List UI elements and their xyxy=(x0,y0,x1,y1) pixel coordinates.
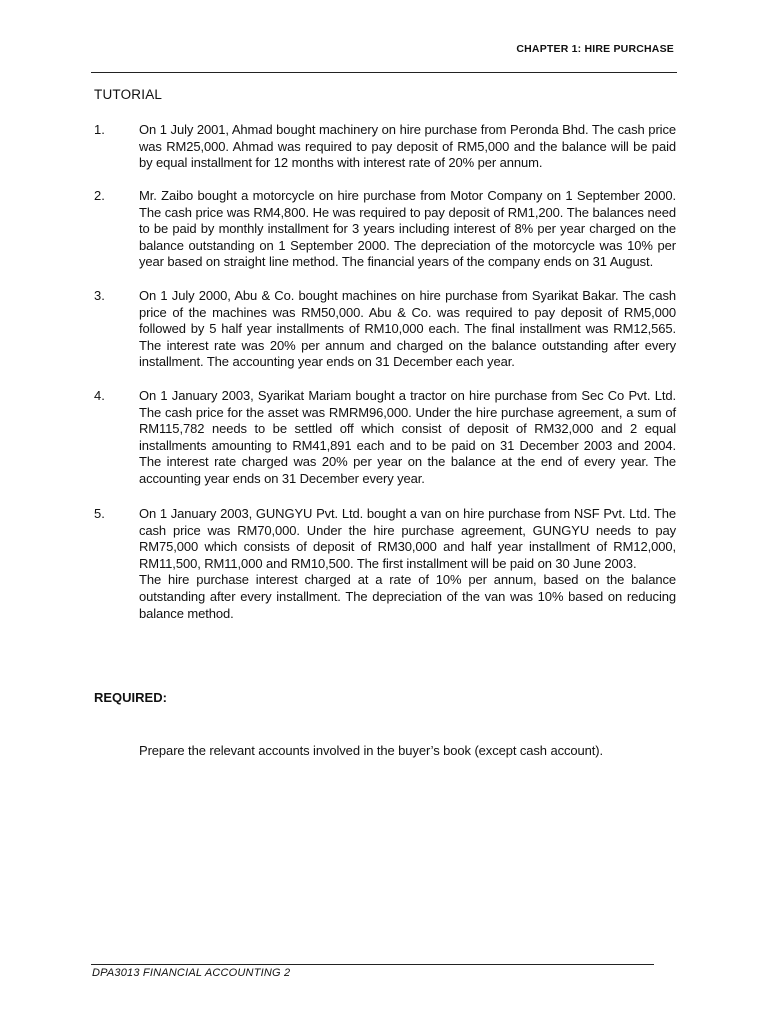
question-number: 4. xyxy=(94,388,105,403)
question-paragraph: Mr. Zaibo bought a motorcycle on hire purchase from Motor Company on 1 September 2000. The cash price was RM4,800. He was required to pay deposit of RM1,200. The balances need to be paid by monthly installment for 3 years including interest of 8% per year charged on the balance outstanding on 1 September 2000. The depreciation of the motorcycle was 10% per year based on straight line method. The financial years of the company ends on 31 August. xyxy=(139,188,676,270)
question-paragraph: On 1 July 2001, Ahmad bought machinery on hire purchase from Peronda Bhd. The cash price was RM25,000. Ahmad was required to pay deposit of RM5,000 and the balance will be paid by equal installment for 12 months with interest rate of 20% per annum. xyxy=(139,122,676,171)
instruction-text: Prepare the relevant accounts involved in the buyer’s book (except cash account). xyxy=(139,743,604,758)
question-2 xyxy=(94,188,676,271)
question-text xyxy=(139,388,676,488)
question-4 xyxy=(94,388,676,488)
question-paragraph: On 1 January 2003, GUNGYU Pvt. Ltd. bought a van on hire purchase from NSF Pvt. Ltd. The cash price was RM70,000. Under the hire purchase agreement, GUNGYU needs to pay RM75,000 which consists of deposit of RM30,000 and half year installment of RM12,000, RM11,500, RM11,000 and RM10,500. The first installment will be paid on 30 June 2003. xyxy=(139,506,676,571)
footer-divider xyxy=(91,964,654,965)
question-number: 5. xyxy=(94,506,105,521)
question-text xyxy=(139,122,676,172)
footer-course: DPA3013 FINANCIAL ACCOUNTING 2 xyxy=(92,967,291,979)
question-paragraph: On 1 January 2003, Syarikat Mariam bought a tractor on hire purchase from Sec Co Pvt. Ltd. The cash price for the asset was RMRM96,000. Under the hire purchase agreement, a sum of RM115,782 needs to be settled off which consist of deposit of RM32,000 and 2 equal installments amounting to RM41,891 each and to be paid on 31 December 2003 and 2004. The interest rate charged was 20% per year on the balance at the end of every year. The accounting year ends on 31 December every year. xyxy=(139,388,676,486)
question-text xyxy=(139,288,676,371)
question-5 xyxy=(94,506,676,622)
question-1 xyxy=(94,122,676,172)
question-number: 3. xyxy=(94,288,105,303)
question-text xyxy=(139,188,676,271)
question-paragraph: The hire purchase interest charged at a rate of 10% per annum, based on the balance outstanding after every installment. The depreciation of the van was 10% based on reducing balance method. xyxy=(139,572,676,621)
question-number: 1. xyxy=(94,122,105,137)
chapter-header: CHAPTER 1: HIRE PURCHASE xyxy=(516,43,674,55)
header-divider xyxy=(91,72,677,73)
tutorial-heading: TUTORIAL xyxy=(94,87,163,102)
question-paragraph: On 1 July 2000, Abu & Co. bought machines on hire purchase from Syarikat Bakar. The cash price of the machines was RM50,000. Abu & Co. was required to pay deposit of RM5,000 followed by 5 half year installments of RM10,000 each. The final installment was RM12,565. The interest rate was 20% per annum and charged on the balance outstanding after every installment. The accounting year ends on 31 December each year. xyxy=(139,288,676,370)
question-number: 2. xyxy=(94,188,105,203)
required-heading: REQUIRED: xyxy=(94,690,167,705)
question-3 xyxy=(94,288,676,371)
question-text xyxy=(139,506,676,622)
